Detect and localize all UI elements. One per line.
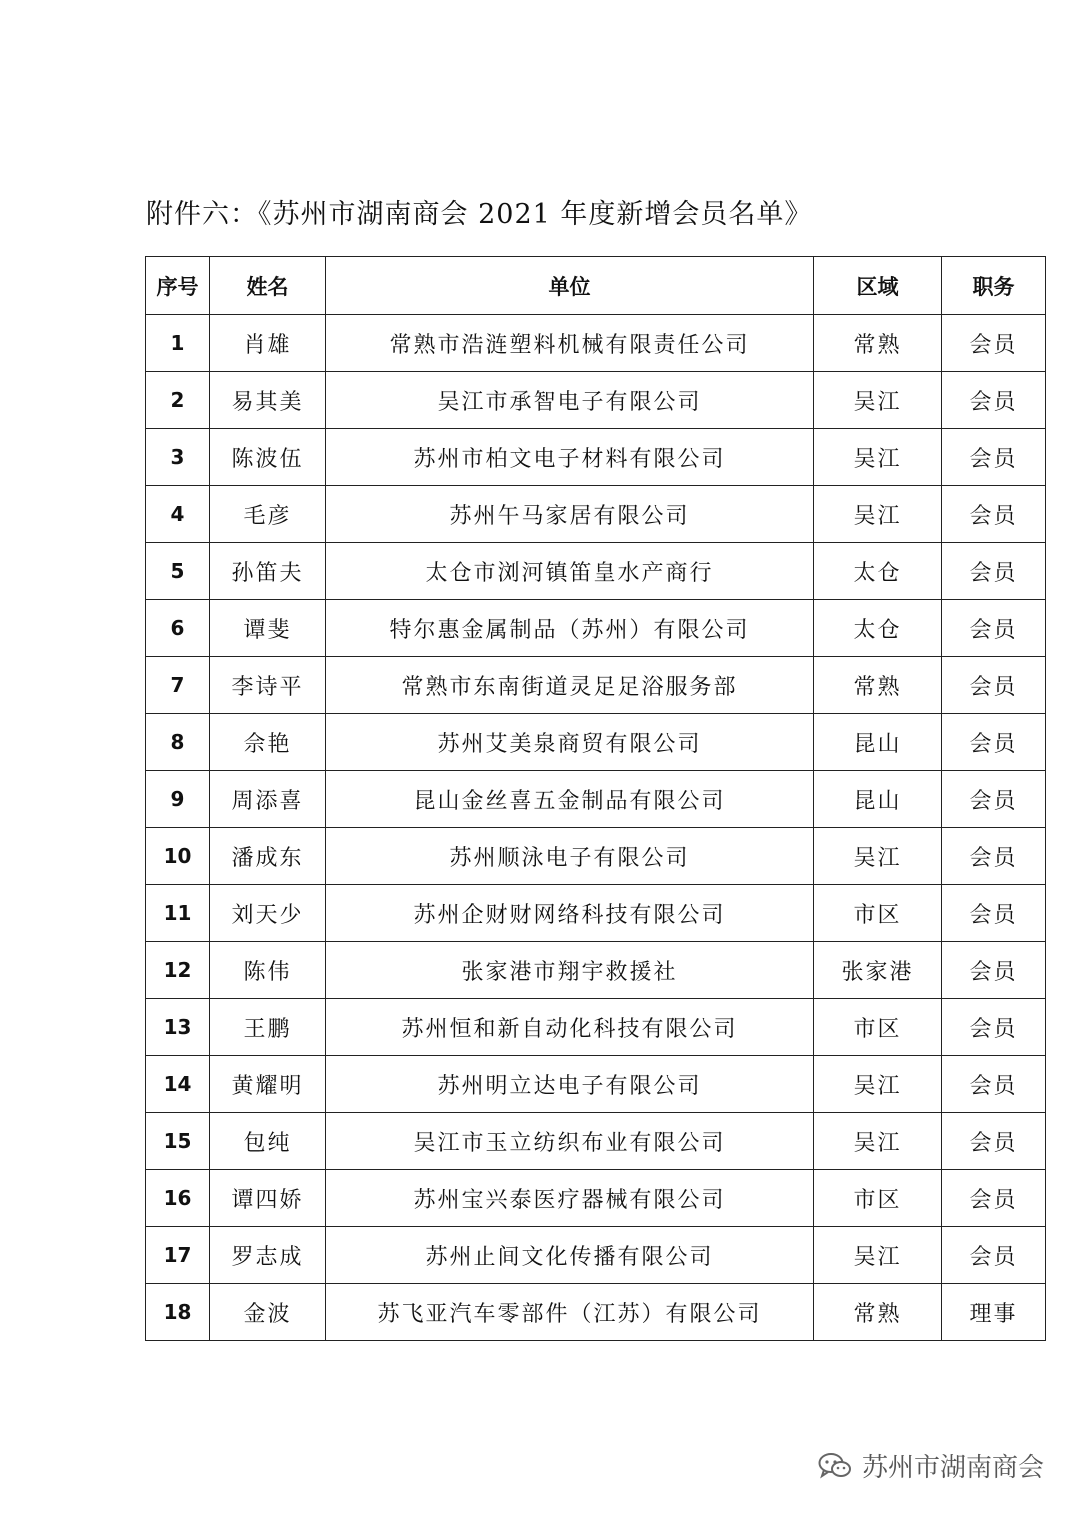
cell-no: 4 bbox=[146, 486, 210, 543]
cell-role: 会员 bbox=[942, 1056, 1046, 1113]
watermark-text: 苏州市湖南商会 bbox=[862, 1453, 1045, 1483]
cell-name: 陈波伍 bbox=[210, 429, 326, 486]
wechat-icon bbox=[818, 1452, 852, 1480]
cell-name: 谭斐 bbox=[210, 600, 326, 657]
cell-company: 太仓市浏河镇笛皇水产商行 bbox=[326, 543, 814, 600]
cell-no: 6 bbox=[146, 600, 210, 657]
table-row bbox=[146, 1227, 1046, 1284]
cell-company: 苏州企财财网络科技有限公司 bbox=[326, 885, 814, 942]
table-row bbox=[146, 885, 1046, 942]
cell-region: 太仓 bbox=[814, 600, 942, 657]
cell-no: 11 bbox=[146, 885, 210, 942]
cell-no: 1 bbox=[146, 315, 210, 372]
header-company: 单位 bbox=[326, 257, 814, 315]
page-title: 附件六：《苏州市湖南商会 2021 年度新增会员名单》 bbox=[146, 199, 813, 230]
cell-name: 李诗平 bbox=[210, 657, 326, 714]
cell-name: 谭四娇 bbox=[210, 1170, 326, 1227]
cell-role: 理事 bbox=[942, 1284, 1046, 1341]
cell-name: 潘成东 bbox=[210, 828, 326, 885]
table-row bbox=[146, 999, 1046, 1056]
cell-company: 苏州市柏文电子材料有限公司 bbox=[326, 429, 814, 486]
cell-region: 常熟 bbox=[814, 315, 942, 372]
cell-company: 苏州艾美泉商贸有限公司 bbox=[326, 714, 814, 771]
cell-region: 常熟 bbox=[814, 1284, 942, 1341]
cell-region: 吴江 bbox=[814, 372, 942, 429]
cell-name: 陈伟 bbox=[210, 942, 326, 999]
cell-no: 2 bbox=[146, 372, 210, 429]
cell-role: 会员 bbox=[942, 657, 1046, 714]
cell-company: 苏州宝兴泰医疗器械有限公司 bbox=[326, 1170, 814, 1227]
cell-role: 会员 bbox=[942, 600, 1046, 657]
cell-no: 8 bbox=[146, 714, 210, 771]
cell-role: 会员 bbox=[942, 999, 1046, 1056]
cell-no: 15 bbox=[146, 1113, 210, 1170]
cell-company: 吴江市承智电子有限公司 bbox=[326, 372, 814, 429]
cell-role: 会员 bbox=[942, 1170, 1046, 1227]
cell-role: 会员 bbox=[942, 429, 1046, 486]
cell-no: 13 bbox=[146, 999, 210, 1056]
table-row bbox=[146, 1284, 1046, 1341]
cell-company: 苏州明立达电子有限公司 bbox=[326, 1056, 814, 1113]
cell-company: 张家港市翔宇救援社 bbox=[326, 942, 814, 999]
cell-region: 市区 bbox=[814, 999, 942, 1056]
cell-region: 吴江 bbox=[814, 429, 942, 486]
cell-no: 17 bbox=[146, 1227, 210, 1284]
cell-company: 苏州止间文化传播有限公司 bbox=[326, 1227, 814, 1284]
cell-name: 包纯 bbox=[210, 1113, 326, 1170]
header-no: 序号 bbox=[146, 257, 210, 315]
cell-no: 7 bbox=[146, 657, 210, 714]
cell-no: 12 bbox=[146, 942, 210, 999]
cell-region: 吴江 bbox=[814, 1113, 942, 1170]
cell-no: 18 bbox=[146, 1284, 210, 1341]
cell-name: 黄耀明 bbox=[210, 1056, 326, 1113]
table-row bbox=[146, 543, 1046, 600]
cell-name: 易其美 bbox=[210, 372, 326, 429]
watermark bbox=[818, 1447, 1044, 1484]
cell-company: 昆山金丝喜五金制品有限公司 bbox=[326, 771, 814, 828]
cell-no: 3 bbox=[146, 429, 210, 486]
cell-region: 市区 bbox=[814, 885, 942, 942]
cell-region: 吴江 bbox=[814, 1056, 942, 1113]
cell-role: 会员 bbox=[942, 828, 1046, 885]
cell-name: 刘天少 bbox=[210, 885, 326, 942]
table-row bbox=[146, 657, 1046, 714]
table-row bbox=[146, 771, 1046, 828]
table-row bbox=[146, 372, 1046, 429]
cell-region: 市区 bbox=[814, 1170, 942, 1227]
header-role: 职务 bbox=[942, 257, 1046, 315]
cell-region: 吴江 bbox=[814, 1227, 942, 1284]
cell-role: 会员 bbox=[942, 372, 1046, 429]
cell-company: 苏州顺泳电子有限公司 bbox=[326, 828, 814, 885]
cell-company: 常熟市浩涟塑料机械有限责任公司 bbox=[326, 315, 814, 372]
header-name: 姓名 bbox=[210, 257, 326, 315]
cell-company: 苏州午马家居有限公司 bbox=[326, 486, 814, 543]
cell-name: 罗志成 bbox=[210, 1227, 326, 1284]
table-row bbox=[146, 315, 1046, 372]
cell-no: 5 bbox=[146, 543, 210, 600]
cell-region: 昆山 bbox=[814, 714, 942, 771]
cell-company: 苏飞亚汽车零部件（江苏）有限公司 bbox=[326, 1284, 814, 1341]
cell-region: 昆山 bbox=[814, 771, 942, 828]
cell-company: 特尔惠金属制品（苏州）有限公司 bbox=[326, 600, 814, 657]
cell-region: 吴江 bbox=[814, 486, 942, 543]
cell-role: 会员 bbox=[942, 543, 1046, 600]
table-row bbox=[146, 714, 1046, 771]
cell-name: 王鹏 bbox=[210, 999, 326, 1056]
cell-region: 太仓 bbox=[814, 543, 942, 600]
table-row bbox=[146, 942, 1046, 999]
table-row bbox=[146, 1113, 1046, 1170]
cell-name: 金波 bbox=[210, 1284, 326, 1341]
table-row bbox=[146, 429, 1046, 486]
cell-no: 9 bbox=[146, 771, 210, 828]
cell-role: 会员 bbox=[942, 1113, 1046, 1170]
table-row bbox=[146, 1170, 1046, 1227]
cell-company: 常熟市东南街道灵足足浴服务部 bbox=[326, 657, 814, 714]
table-header-row bbox=[146, 257, 1046, 315]
table-row bbox=[146, 828, 1046, 885]
cell-name: 周添喜 bbox=[210, 771, 326, 828]
table-row bbox=[146, 600, 1046, 657]
cell-role: 会员 bbox=[942, 714, 1046, 771]
cell-region: 吴江 bbox=[814, 828, 942, 885]
table-row bbox=[146, 486, 1046, 543]
cell-no: 10 bbox=[146, 828, 210, 885]
cell-company: 苏州恒和新自动化科技有限公司 bbox=[326, 999, 814, 1056]
cell-role: 会员 bbox=[942, 942, 1046, 999]
cell-region: 张家港 bbox=[814, 942, 942, 999]
cell-role: 会员 bbox=[942, 885, 1046, 942]
cell-company: 吴江市玉立纺织布业有限公司 bbox=[326, 1113, 814, 1170]
cell-role: 会员 bbox=[942, 486, 1046, 543]
cell-name: 佘艳 bbox=[210, 714, 326, 771]
member-table bbox=[145, 256, 1046, 1341]
table-body bbox=[146, 315, 1046, 1341]
header-region: 区域 bbox=[814, 257, 942, 315]
cell-name: 毛彦 bbox=[210, 486, 326, 543]
table-row bbox=[146, 1056, 1046, 1113]
cell-role: 会员 bbox=[942, 1227, 1046, 1284]
cell-region: 常熟 bbox=[814, 657, 942, 714]
cell-role: 会员 bbox=[942, 771, 1046, 828]
cell-name: 肖雄 bbox=[210, 315, 326, 372]
cell-no: 14 bbox=[146, 1056, 210, 1113]
cell-role: 会员 bbox=[942, 315, 1046, 372]
cell-no: 16 bbox=[146, 1170, 210, 1227]
cell-name: 孙笛夫 bbox=[210, 543, 326, 600]
